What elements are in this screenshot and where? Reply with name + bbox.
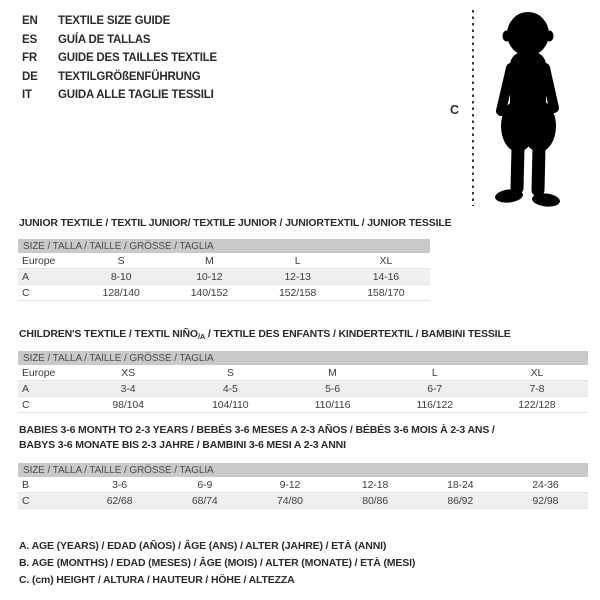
row-label-cell: C [22, 494, 30, 507]
legend-notes [19, 540, 415, 591]
value-cell: 3-4 [120, 382, 136, 395]
note-height-cm: C. (cm) HEIGHT / ALTURA / HAUTEUR / HÖHE / ALTEZZA [19, 574, 295, 586]
lang-title: TEXTILGRÖßENFÜHRUNG [58, 70, 201, 83]
table-row [18, 285, 430, 301]
title-text: JUNIOR TEXTILE / TEXTIL JUNIOR/ TEXTILE JUNIOR / JUNIORTEXTIL / JUNIOR TESSILE [19, 217, 452, 229]
children-size-table [18, 351, 588, 413]
title-text: BABIES 3-6 MONTH TO 2-3 YEARS / BEBÉS 3-6 MESES A 2-3 AÑOS / BÉBÉS 3-6 MOIS À 2-3 ANS / [19, 424, 495, 436]
value-cell: 80/86 [362, 494, 388, 507]
lang-code: IT [22, 89, 32, 102]
value-cell: 98/104 [112, 398, 144, 411]
lang-title: TEXTILE SIZE GUIDE [58, 15, 171, 28]
babies-size-table [18, 463, 588, 509]
value-cell: 5-6 [325, 382, 340, 395]
lang-title: GUIDA ALLE TAGLIE TESSILI [58, 89, 214, 102]
baby-silhouette [481, 8, 573, 208]
lang-title: GUÍA DE TALLAS [58, 33, 151, 46]
value-cell: 140/152 [190, 286, 228, 299]
value-cell: 68/74 [191, 494, 218, 507]
row-label-cell: Europe [22, 366, 56, 379]
lang-row-it [22, 86, 217, 105]
value-cell: 6-9 [197, 478, 213, 491]
value-cell: S [117, 254, 125, 267]
value-cell: 14-16 [372, 270, 400, 283]
row-label-cell: A [22, 382, 29, 395]
value-cell: 4-5 [222, 382, 238, 395]
value-cell: M [205, 254, 214, 267]
value-cell: 12-13 [284, 270, 311, 283]
value-cell: 7-8 [529, 382, 545, 395]
children-section-title [19, 327, 511, 344]
lang-code: ES [22, 33, 37, 46]
value-cell: XL [379, 254, 393, 267]
language-list [22, 12, 217, 105]
lang-row-en [22, 12, 217, 31]
lang-title: GUIDE DES TAILLES TEXTILE [58, 52, 217, 65]
value-cell: 6-7 [427, 382, 443, 395]
table-body [18, 477, 588, 509]
table-row [18, 493, 588, 509]
title-text: /A [197, 332, 206, 341]
height-measure-dotted-line [472, 10, 474, 206]
value-cell: 104/110 [212, 398, 249, 411]
table-row [18, 397, 588, 413]
value-cell: 128/140 [102, 286, 140, 299]
value-cell: 10-12 [196, 270, 223, 283]
note-age-years: A. AGE (YEARS) / EDAD (AÑOS) / ÂGE (ANS) / ALTER (JAHRE) / ETÀ (ANNI) [19, 540, 387, 552]
table-row [18, 381, 588, 397]
value-cell: L [431, 366, 438, 379]
row-label-cell: A [22, 270, 29, 283]
title-text: BABYS 3-6 MONATE BIS 2-3 JAHRE / BAMBINI 3-6 MESI A 2-3 ANNI [19, 439, 346, 451]
size-header-bar: SIZE / TALLA / TAILLE / GRÖSSE / TAGLIA [18, 351, 588, 365]
value-cell: 62/68 [106, 494, 133, 507]
height-measure-label: C [450, 103, 460, 117]
value-cell: 9-12 [279, 478, 301, 491]
lang-row-fr [22, 49, 217, 68]
lang-code: DE [22, 70, 38, 83]
lang-code: EN [22, 15, 38, 28]
value-cell: 92/98 [532, 494, 559, 507]
junior-size-table [18, 239, 430, 301]
value-cell: 110/116 [314, 398, 351, 411]
table-row [18, 365, 588, 381]
row-label-cell: C [22, 398, 30, 411]
junior-section-title [19, 216, 451, 231]
lang-row-de [22, 68, 217, 87]
size-header-bar: SIZE / TALLA / TAILLE / GRÖSSE / TAGLIA [18, 463, 588, 477]
table-body [18, 253, 430, 301]
value-cell: 86/92 [447, 494, 474, 507]
title-text: / TEXTILE DES ENFANTS / KINDERTEXTIL / BAMBINI TESSILE [205, 328, 511, 340]
row-label-cell: Europe [22, 254, 56, 267]
value-cell: 158/170 [367, 286, 405, 299]
babies-section-title [19, 423, 495, 453]
size-header-bar: SIZE / TALLA / TAILLE / GRÖSSE / TAGLIA [18, 239, 430, 253]
lang-row-es [22, 31, 217, 50]
note-age-months: B. AGE (MONTHS) / EDAD (MESES) / ÂGE (MOIS) / ALTER (MONATE) / ETÀ (MESI) [19, 557, 416, 569]
value-cell: 122/128 [518, 398, 556, 411]
value-cell: XL [530, 366, 544, 379]
value-cell: 74/80 [277, 494, 303, 507]
value-cell: 8-10 [110, 270, 132, 283]
table-row [18, 269, 430, 285]
value-cell: S [226, 366, 234, 379]
value-cell: M [328, 366, 337, 379]
value-cell: 24-36 [532, 478, 559, 491]
title-text: CHILDREN'S TEXTILE / TEXTIL NIÑO [19, 328, 198, 340]
table-row [18, 477, 588, 493]
value-cell: 116/122 [416, 398, 453, 411]
value-cell: 18-24 [447, 478, 474, 491]
lang-code: FR [22, 52, 37, 65]
table-row [18, 253, 430, 269]
row-label-cell: C [22, 286, 30, 299]
value-cell: 12-18 [361, 478, 389, 491]
table-body [18, 365, 588, 413]
value-cell: 3-6 [112, 478, 128, 491]
value-cell: L [294, 254, 301, 267]
value-cell: XS [121, 366, 135, 379]
value-cell: 152/158 [278, 286, 317, 299]
row-label-cell: B [22, 478, 29, 491]
